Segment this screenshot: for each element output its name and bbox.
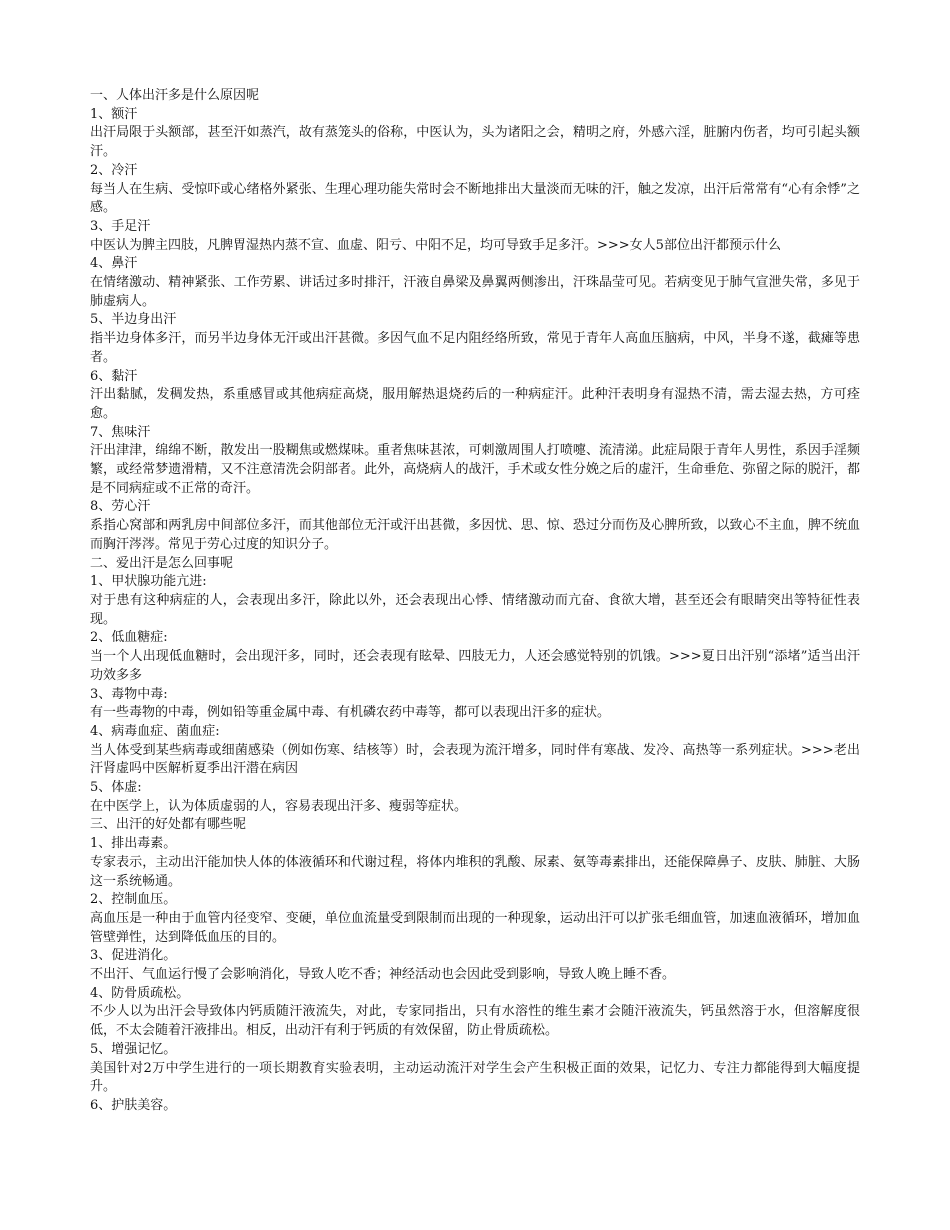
item-text: 当一个人出现低血糖时，会出现汗多，同时，还会表现有眩晕、四肢无力，人还会感觉特别的饥饿。>>>夏日出汗别“添堵”适当出汗功效多多 (90, 649, 860, 683)
item-heading: 3、毒物中毒: (90, 686, 168, 702)
section-title: 一、人体出汗多是什么原因呢 (90, 88, 260, 103)
item-text: 每当人在生病、受惊吓或心绪格外紧张、生理心理功能失常时会不断地排出大量淡而无味的汗，触之发凉，出汗后常常有“心有余悸”之感。 (90, 181, 860, 216)
item-heading: 4、病毒血症、菌血症: (90, 723, 220, 739)
item-heading: 5、半边身出汗 (90, 312, 177, 328)
item-text: 专家表示，主动出汗能加快人体的体液循环和代谢过程，将体内堆积的乳酸、尿素、氨等毒素排出，还能保障鼻子、皮肤、肺脏、大肠这一系统畅通。 (90, 854, 860, 889)
item-heading: 2、控制血压。 (90, 892, 177, 908)
section-benefits (90, 816, 860, 1115)
item-heading: 3、手足汗 (90, 218, 151, 234)
item-heading: 5、体虚: (90, 780, 142, 796)
item-heading: 3、促进消化。 (90, 948, 177, 964)
item-text: 汗出黏腻，发稠发热，系重感冒或其他病症高烧，服用解热退烧药后的一种病症汗。此种汗表明身有湿热不清，需去湿去热，方可痊愈。 (90, 387, 860, 421)
section-why-sweat (90, 555, 860, 817)
item-heading: 6、黏汗 (90, 368, 138, 384)
item-heading: 2、冷汗 (90, 162, 138, 178)
item-heading: 2、低血糖症: (90, 630, 168, 646)
section-title: 三、出汗的好处都有哪些呢 (90, 817, 247, 833)
item-heading: 4、鼻汗 (90, 256, 138, 272)
item-heading: 1、甲状腺功能亢进: (90, 574, 207, 590)
item-text: 中医认为脾主四肢，凡脾胃湿热内蒸不宣、血虚、阳亏、中阳不足，均可导致手足多汗。>>>女人5部位出汗都预示什么 (90, 237, 781, 253)
item-heading: 1、额汗 (90, 106, 138, 122)
item-text: 在中医学上，认为体质虚弱的人，容易表现出汗多、瘦弱等症状。 (90, 798, 468, 814)
item-heading: 8、劳心汗 (90, 499, 151, 515)
item-text: 高血压是一种由于血管内径变窄、变硬，单位血流量受到限制而出现的一种现象，运动出汗可以扩张毛细血管，加速血液循环，增加血管壁弹性，达到降低血压的目的。 (90, 910, 860, 945)
item-text: 在情绪激动、精神紧张、工作劳累、讲话过多时排汗，汗液自鼻梁及鼻翼两侧渗出，汗珠晶莹可见。若病变见于肺气宣泄失常，多见于肺虚病人。 (90, 275, 860, 309)
item-text: 不少人以为出汗会导致体内钙质随汗液流失，对此，专家同指出，只有水溶性的维生素才会随汗液流失，钙虽然溶于水，但溶解度很低，不太会随着汗液排出。相反，出动汗有利于钙质的有效保留，防止骨质疏松。 (90, 1004, 860, 1039)
item-text: 汗出津津，绵绵不断，散发出一股糊焦或燃煤味。重者焦味甚浓，可刺激周围人打喷嚏、流清涕。此症局限于青年人男性，系因手淫频繁，或经常梦遗滑精，又不注意清洗会阴部者。此外，高烧病人的战汗，手术或女性分娩之后的虚汗，生命垂危、弥留之际的脱汗，都是不同病症或不正常的奇汗。 (90, 443, 860, 496)
item-text: 出汗局限于头额部，甚至汗如蒸汽，故有蒸笼头的俗称，中医认为，头为诸阳之会，精明之府，外感六淫，脏腑内伤者，均可引起头额汗。 (90, 125, 860, 160)
item-text: 美国针对2万中学生进行的一项长期教育实验表明，主动运动流汗对学生会产生积极正面的效果，记忆力、专注力都能得到大幅度提升。 (90, 1060, 860, 1095)
item-text: 有一些毒物的中毒，例如铅等重金属中毒、有机磷农药中毒等，都可以表现出汗多的症状。 (90, 705, 611, 721)
item-heading: 4、防骨质疏松。 (90, 985, 190, 1001)
item-heading: 5、增强记忆。 (90, 1041, 177, 1057)
item-heading: 7、焦味汗 (90, 424, 151, 440)
item-text: 当人体受到某些病毒或细菌感染（例如伤寒、结核等）时，会表现为流汗增多，同时伴有寒战、发冷、高热等一系列症状。>>>老出汗肾虚吗中医解析夏季出汗潜在病因 (90, 742, 860, 777)
item-text: 系指心窝部和两乳房中间部位多汗，而其他部位无汗或汗出甚微，多因忧、思、惊、恐过分而伤及心脾所致，以致心不主血，脾不统血而胸汗涔涔。常见于劳心过度的知识分子。 (90, 518, 860, 552)
item-heading: 6、护肤美容。 (90, 1097, 177, 1113)
item-heading: 1、排出毒素。 (90, 836, 177, 852)
item-text: 对于患有这种病症的人，会表现出多汗，除此以外，还会表现出心悸、情绪激动而亢奋、食欲大增，甚至还会有眼睛突出等特征性表现。 (90, 592, 860, 627)
item-text: 指半边身体多汗，而另半边身体无汗或出汗甚微。多因气血不足内阻经络所致，常见于青年人高血压脑病，中风，半身不遂，截瘫等患者。 (90, 331, 860, 365)
section-title: 二、爱出汗是怎么回事呢 (90, 555, 234, 571)
item-text: 不出汗、气血运行慢了会影响消化，导致人吃不香；神经活动也会因此受到影响，导致人晚上睡不香。 (90, 967, 676, 983)
section-causes (90, 87, 860, 555)
